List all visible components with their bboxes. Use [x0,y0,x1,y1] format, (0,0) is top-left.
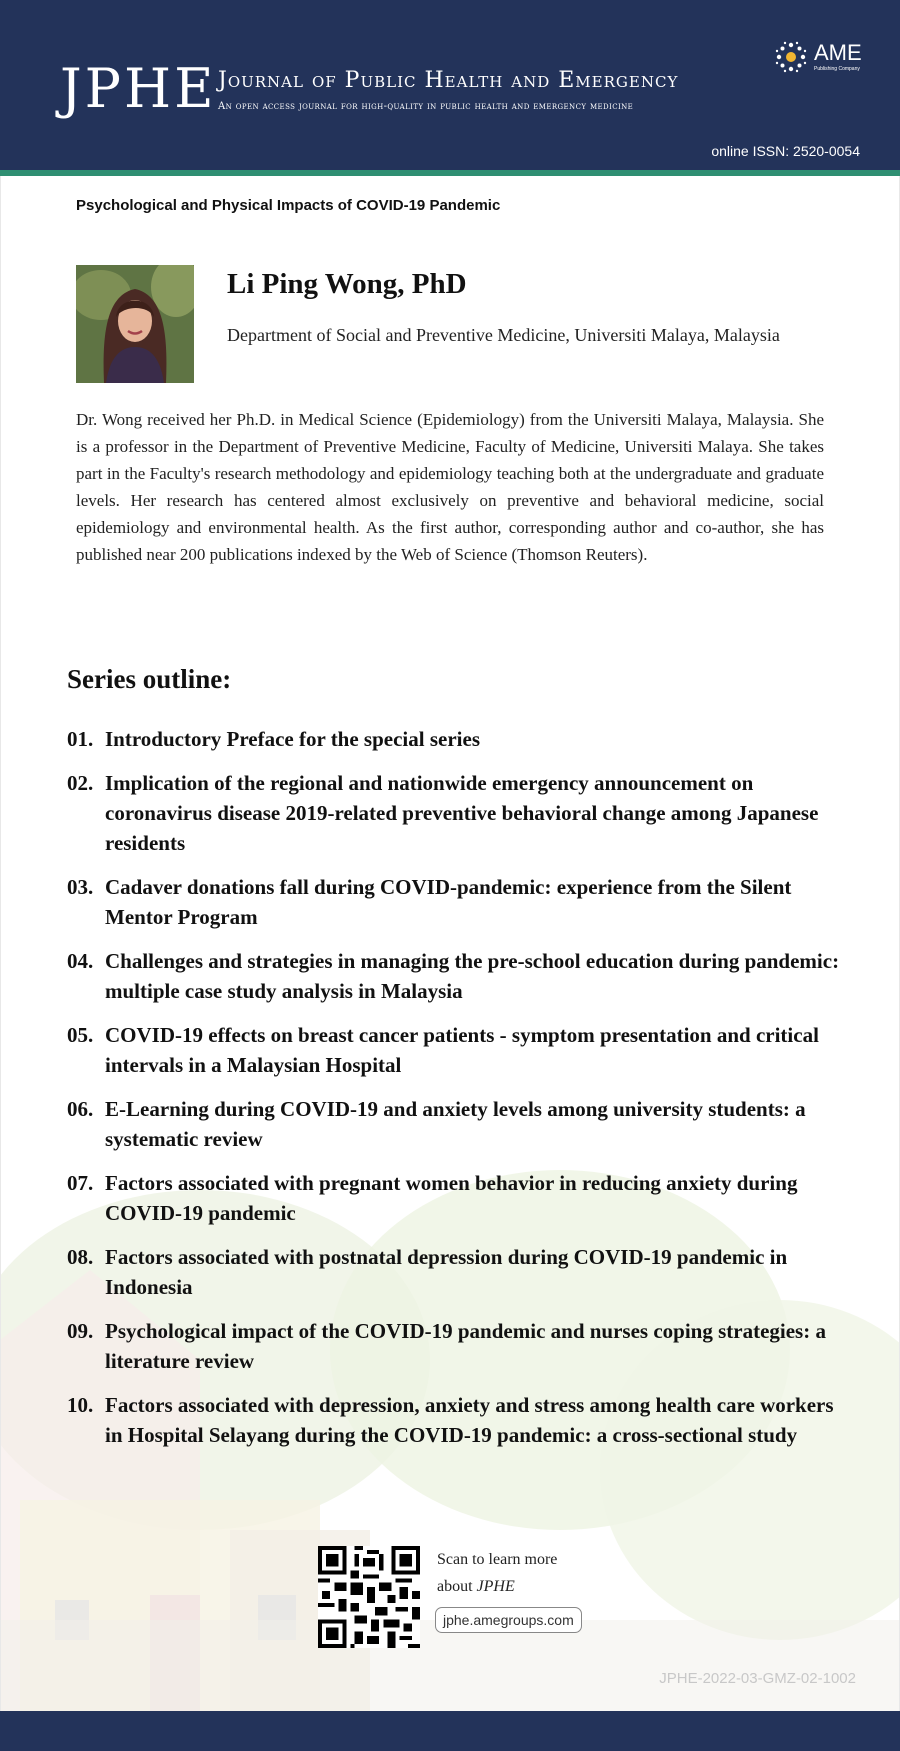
issn-label: online ISSN: 2520-0054 [711,143,860,159]
journal-header [0,0,900,170]
outline-item[interactable] [67,1242,847,1302]
website-url-link[interactable]: jphe.amegroups.com [435,1607,582,1633]
series-title: Psychological and Physical Impacts of COVID-19 Pandemic [76,197,501,214]
scan-instructions [437,1546,557,1600]
outline-item[interactable] [67,1094,847,1154]
outline-item[interactable] [67,1168,847,1228]
outline-item-number: 03. [67,875,94,899]
document-code: JPHE-2022-03-GMZ-02-1002 [659,1670,856,1687]
outline-item-title: Factors associated with pregnant women behavior in reducing anxiety during COVID-19 pandemic [105,1171,798,1225]
outline-item-title: Psychological impact of the COVID-19 pandemic and nurses coping strategies: a literature review [105,1319,826,1373]
author-affiliation: Department of Social and Preventive Medicine, Universiti Malaya, Malaysia [227,325,780,345]
outline-item[interactable] [67,872,847,932]
outline-item[interactable] [67,946,847,1006]
qr-code-icon[interactable] [318,1546,420,1648]
outline-item-title: COVID-19 effects on breast cancer patients - symptom presentation and critical intervals in a Malaysian Hospital [105,1023,819,1077]
outline-item[interactable] [67,1316,847,1376]
outline-item[interactable] [67,1390,847,1450]
outline-item-number: 04. [67,949,94,973]
outline-item[interactable] [67,724,847,754]
outline-item-number: 01. [67,727,94,751]
outline-item-title: E-Learning during COVID-19 and anxiety levels among university students: a systematic review [105,1097,806,1151]
outline-item-title: Introductory Preface for the special series [105,727,480,751]
outline-item-title: Implication of the regional and nationwide emergency announcement on coronavirus disease 2019-related preventive behavioral change among Japanese residents [105,771,819,855]
author-name: Li Ping Wong, PhD [227,268,467,300]
ame-subtitle: Publishing Company [814,66,860,72]
scan-line-2 [437,1573,557,1600]
journal-title: Journal of Public Health and Emergency [218,68,679,93]
outline-item-number: 08. [67,1245,94,1269]
author-portrait-icon [76,265,194,383]
outline-item-number: 02. [67,771,94,795]
outline-heading: Series outline: [67,664,232,694]
jphe-logo[interactable]: JPHE [60,57,217,120]
scan-line-1: Scan to learn more [437,1551,558,1568]
author-photo [76,265,194,383]
outline-item-number: 07. [67,1171,94,1195]
scan-line-2-journal: JPHE [476,1578,515,1595]
outline-item-number: 05. [67,1023,94,1047]
outline-list [67,724,847,1464]
outline-item[interactable] [67,1020,847,1080]
ame-dots-icon [774,40,808,74]
outline-item-title: Factors associated with depression, anxiety and stress among health care workers in Hospital Selayang during the COVID-19 pandemic: a cross-sectional study [105,1393,834,1447]
outline-item-title: Cadaver donations fall during COVID-pandemic: experience from the Silent Mentor Program [105,875,792,929]
author-bio: Dr. Wong received her Ph.D. in Medical Science (Epidemiology) from the Universiti Malaya, Malaysia. She is a professor in the Department of Preventive Medicine, Faculty of Medicine, Universiti Malaya. She takes part in the Faculty's research methodology and epidemiology teaching both at the undergraduate and graduate levels. Her research has centered almost exclusively on preventive and behavioral medicine, social epidemiology and environmental health. As the first author, corresponding author and co-author, she has published near 200 publications indexed by the Web of Science (Thomson Reuters). [76,410,824,564]
outline-item[interactable] [67,768,847,858]
outline-item-number: 09. [67,1319,94,1343]
footer-bar [0,1711,900,1751]
header-accent-stripe [0,170,900,176]
outline-item-number: 06. [67,1097,94,1121]
scan-line-2-prefix: about [437,1578,477,1595]
outline-item-title: Challenges and strategies in managing the pre-school education during pandemic: multiple case study analysis in Malaysia [105,949,840,1003]
ame-publisher-logo[interactable] [774,40,874,76]
outline-item-title: Factors associated with postnatal depression during COVID-19 pandemic in Indonesia [105,1245,788,1299]
outline-item-number: 10. [67,1393,94,1417]
ame-wordmark: AME [814,40,862,65]
journal-subtitle: An open access journal for high-quality in public health and emergency medicine [218,101,634,112]
